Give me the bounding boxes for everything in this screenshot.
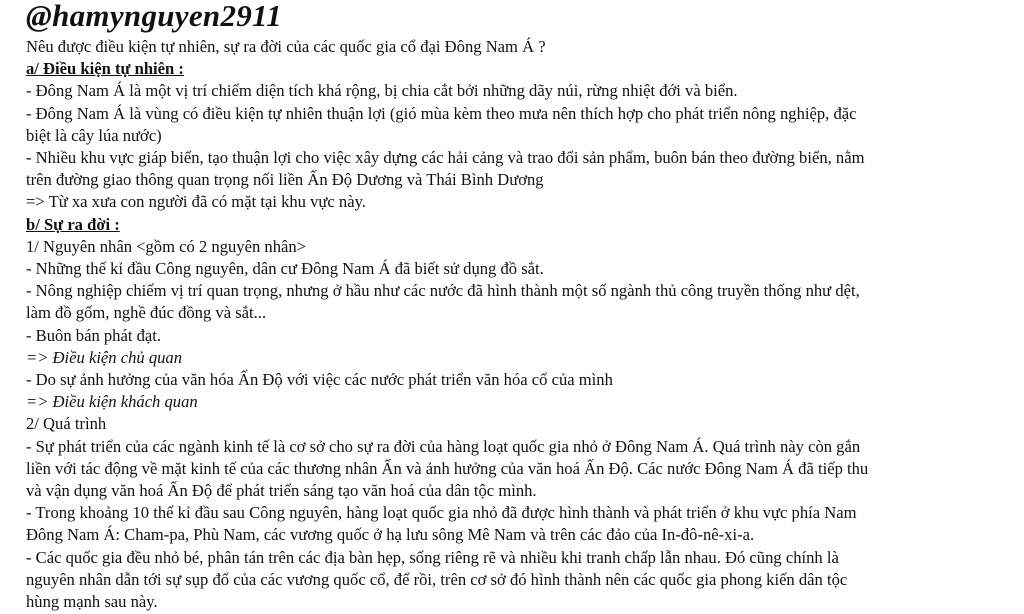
process-line: Đông Nam Á: Cham-pa, Phù Nam, các vương quốc ở hạ lưu sông Mê Nam và trên các đảo của In-đô-nê-xi-a. xyxy=(26,525,755,545)
section-a-line: => Từ xa xưa con người đã có mặt tại khu vực này. xyxy=(26,192,366,212)
cause-line: - Buôn bán phát đạt. xyxy=(26,325,162,345)
author-watermark: @hamynguyen2911 xyxy=(26,0,282,33)
document-body xyxy=(26,36,1016,613)
subjective-condition: => Điều kiện chủ quan xyxy=(26,347,183,367)
question-line: Nêu được điều kiện tự nhiên, sự ra đời của các quốc gia cổ đại Đông Nam Á ? xyxy=(26,37,546,56)
section-a-line: trên đường giao thông quan trọng nối liền Ấn Độ Dương và Thái Bình Dương xyxy=(26,170,544,190)
process-title: 2/ Quá trình xyxy=(26,414,107,434)
section-a-heading: a/ Điều kiện tự nhiên : xyxy=(26,59,184,79)
process-line: - Sự phát triển của các ngành kinh tế là cơ sở cho sự ra đời của hàng loạt quốc gia nhỏ ở Đông Nam Á. Quá trình này còn gắn xyxy=(26,436,861,456)
process-line: và vận dụng văn hoá Ấn Độ để phát triển sáng tạo văn hoá của dân tộc mình. xyxy=(26,481,537,501)
section-a-line: - Nhiều khu vực giáp biển, tạo thuận lợi cho việc xây dựng các hải cảng và trao đổi sản phẩm, buôn bán theo đường biển, nằm xyxy=(26,148,865,168)
cause-title: 1/ Nguyên nhân <gồm có 2 nguyên nhân> xyxy=(26,236,307,256)
process-line: - Các quốc gia đều nhỏ bé, phân tán trên các địa bàn hẹp, sống riêng rẽ và nhiều khi tranh chấp lẫn nhau. Đó cũng chính là xyxy=(26,547,839,567)
section-b-heading: b/ Sự ra đời : xyxy=(26,214,120,234)
cause-line: - Những thế kỉ đầu Công nguyên, dân cư Đông Nam Á đã biết sử dụng đồ sắt. xyxy=(26,259,544,279)
cause-line: - Nông nghiệp chiếm vị trí quan trọng, nhưng ở hầu như các nước đã hình thành một số ngành thủ công truyền thống như dệt, xyxy=(26,281,860,301)
external-cause-line: - Do sự ảnh hưởng của văn hóa Ấn Độ với việc các nước phát triển văn hóa cổ của mình xyxy=(26,370,613,390)
cause-line: làm đồ gốm, nghề đúc đồng và sắt... xyxy=(26,303,267,323)
process-line: - Trong khoảng 10 thế kỉ đầu sau Công nguyên, hàng loạt quốc gia nhỏ đã được hình thành và phát triển ở khu vực phía Nam xyxy=(26,503,857,523)
process-line: liền với tác động về mặt kinh tế của các thương nhân Ấn và ảnh hưởng của văn hoá Ấn Độ. Các nước Đông Nam Á đã tiếp thu xyxy=(26,458,869,478)
section-a-line: - Đông Nam Á là một vị trí chiếm diện tích khá rộng, bị chia cắt bởi những dãy núi, rừng nhiệt đới và biển. xyxy=(26,81,738,101)
process-line: hùng mạnh sau này. xyxy=(26,592,158,612)
section-a-line: - Đông Nam Á là vùng có điều kiện tự nhiên thuận lợi (gió mùa kèm theo mưa nên thích hợp cho phát triển nông nghiệp, đặc xyxy=(26,103,857,123)
objective-condition: => Điều kiện khách quan xyxy=(26,392,198,412)
process-line: nguyên nhân dẫn tới sự sụp đổ của các vương quốc cổ, để rồi, trên cơ sở đó hình thành nên các quốc gia phong kiến dân tộc xyxy=(26,569,848,589)
section-a-line: biệt là cây lúa nước) xyxy=(26,125,162,145)
